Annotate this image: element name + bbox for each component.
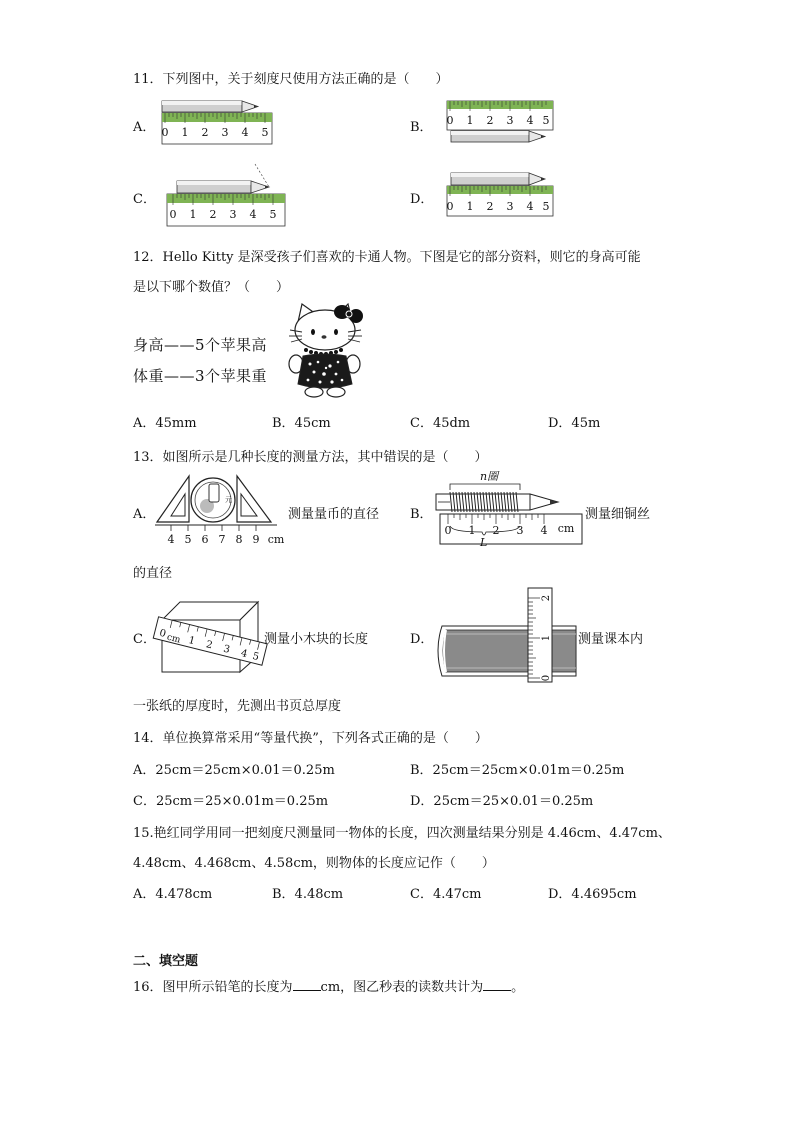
- q16-text-c: 。: [511, 980, 525, 995]
- q15-option-b[interactable]: B．4.48cm: [272, 887, 344, 902]
- q14-option-b[interactable]: B．25cm＝25cm×0.01m＝0.25m: [410, 763, 625, 778]
- q16-text-a: 16．图甲所示铅笔的长度为: [133, 980, 293, 995]
- q11-option-d-label[interactable]: D．: [410, 192, 434, 207]
- ruler-tick-label: 8: [235, 533, 243, 546]
- q14-option-d[interactable]: D．25cm＝25×0.01＝0.25m: [410, 794, 594, 809]
- q12-option-d[interactable]: D．45m: [548, 416, 601, 431]
- ruler-tick-label: 4: [526, 114, 534, 127]
- section-heading: 二、填空题: [133, 954, 199, 969]
- ruler-tick-label: 1: [189, 208, 197, 221]
- ruler-tick-label: 5: [269, 208, 277, 221]
- kitty-height-info: 身高——5个苹果高: [133, 336, 268, 354]
- q13-b-text-cont: 的直径: [133, 566, 173, 581]
- pencil-icon: [451, 131, 545, 142]
- q12-stem-line2: 是以下哪个数值？（ ）: [133, 280, 290, 295]
- ruler-icon: [447, 186, 554, 216]
- ruler-tick-label: 3: [506, 200, 514, 213]
- q14-option-a[interactable]: A．25cm＝25cm×0.01＝0.25m: [133, 763, 335, 778]
- ruler-tick-label: 9: [252, 533, 260, 546]
- q15-option-d[interactable]: D．4.4695cm: [548, 887, 637, 902]
- q14-option-c[interactable]: C．25cm＝25×0.01m＝0.25m: [133, 794, 329, 809]
- ruler-tick-label: 1: [181, 126, 189, 139]
- q13-stem: 13．如图所示是几种长度的测量方法，其中错误的是（ ）: [133, 450, 488, 465]
- ruler-tick-label: 5: [542, 114, 550, 127]
- q15-option-a[interactable]: A．4.478cm: [133, 887, 213, 902]
- q16-text-b: cm，图乙秒表的读数共计为: [320, 980, 484, 995]
- q11-option-a-label[interactable]: A．: [133, 120, 156, 135]
- q15-stem-line1: 15.艳红同学用同一把刻度尺测量同一物体的长度，四次测量结果分别是 4.46cm、4.47cm、: [133, 826, 671, 841]
- ruler-tick-label: 0: [161, 126, 169, 139]
- ruler-tick-label: 0: [444, 524, 452, 537]
- answer-blank-1[interactable]: [293, 978, 321, 991]
- ruler-unit: cm: [557, 522, 575, 535]
- ruler-tick-label: 0: [446, 200, 454, 213]
- ruler-tick-label: 5: [184, 533, 192, 546]
- q16-stem: [133, 976, 524, 995]
- kitty-weight-info: 体重——3个苹果重: [133, 367, 268, 385]
- q11-figure-d: [445, 168, 557, 218]
- q13-figure-c: [152, 598, 268, 676]
- ruler-unit: cm: [267, 533, 285, 546]
- ruler-tick-label: 1: [187, 634, 197, 648]
- ruler-tick-label: 4: [249, 208, 257, 221]
- ruler-tick-label: 0: [169, 208, 177, 221]
- ruler-tick-label: 2: [204, 639, 214, 652]
- ruler-icon: [162, 113, 273, 144]
- q13-figure-a: [153, 470, 288, 548]
- ruler-tick-label: 1: [541, 634, 552, 642]
- ruler-tick-label: 3: [516, 524, 524, 537]
- hello-kitty-image: [286, 300, 366, 398]
- coil-count-label: n圈: [480, 470, 499, 483]
- q13-d-text: 测量课本内: [578, 632, 644, 647]
- q13-a-text: 测量量币的直径: [288, 507, 380, 522]
- q13-figure-b: [432, 468, 584, 548]
- q11-option-b-label[interactable]: B．: [410, 120, 433, 135]
- q13-c-text: 测量小木块的长度: [264, 632, 369, 647]
- pencil-icon: [451, 173, 545, 185]
- q15-option-c[interactable]: C．4.47cm: [410, 887, 482, 902]
- ruler-tick-label: 3: [222, 643, 232, 656]
- ruler-tick-label: 2: [541, 594, 552, 602]
- ruler-tick-label: 3: [229, 208, 237, 221]
- ruler-tick-label: 4: [167, 533, 175, 546]
- ruler-tick-label: 3: [506, 114, 514, 127]
- ruler-tick-label: 4: [540, 524, 548, 537]
- q15-stem-line2: 4.48cm、4.468cm、4.58cm，则物体的长度应记作（ ）: [133, 856, 495, 871]
- q13-b-text: 测量细铜丝: [585, 507, 651, 522]
- ruler-tick-label: 2: [492, 524, 500, 537]
- q11-option-c-label[interactable]: C．: [133, 192, 156, 207]
- q13-figure-d: [432, 586, 578, 684]
- ruler-tick-label: 1: [468, 524, 476, 537]
- q12-stem-line1: 12．Hello Kitty 是深受孩子们喜欢的卡通人物。下图是它的部分资料，则它的身高可能: [133, 250, 641, 265]
- ruler-tick-label: 2: [209, 208, 217, 221]
- ruler-tick-label: 2: [486, 114, 494, 127]
- ruler-tick-label: 4: [241, 126, 249, 139]
- pencil-icon: [177, 164, 269, 193]
- ruler-tick-label: 5: [261, 126, 269, 139]
- ruler-tick-label: 5: [251, 650, 261, 664]
- ruler-unit: cm: [165, 632, 182, 646]
- ruler-tick-label: 4: [526, 200, 534, 213]
- ruler-tick-label: 1: [466, 200, 474, 213]
- coin-label: 元: [225, 496, 232, 504]
- ruler-tick-label: 2: [486, 200, 494, 213]
- q13-d-text-cont: 一张纸的厚度时，先测出书页总厚度: [133, 699, 342, 714]
- ruler-icon: [167, 194, 285, 226]
- ruler-tick-label: 7: [218, 533, 226, 546]
- q13-option-a-label[interactable]: A．: [133, 507, 156, 522]
- ruler-tick-label: 0: [446, 114, 454, 127]
- ruler-tick-label: 6: [201, 533, 209, 546]
- q13-option-c-label[interactable]: C．: [133, 632, 156, 647]
- ruler-tick-label: 3: [221, 126, 229, 139]
- q13-option-b-label[interactable]: B．: [410, 507, 433, 522]
- q11-stem: 11．下列图中，关于刻度尺使用方法正确的是（ ）: [133, 72, 449, 87]
- ruler-tick-label: 5: [542, 200, 550, 213]
- ruler-icon: [447, 101, 554, 130]
- ruler-tick-label: 1: [466, 114, 474, 127]
- q11-figure-c: [165, 162, 287, 230]
- ruler-tick-label: 2: [201, 126, 209, 139]
- q13-option-d-label[interactable]: D．: [410, 632, 434, 647]
- q12-option-c[interactable]: C．45dm: [410, 416, 471, 431]
- length-label: L: [480, 536, 488, 548]
- ruler-tick-label: 0: [158, 627, 168, 640]
- q11-figure-a: [160, 100, 275, 146]
- q14-stem: 14．单位换算常采用“等量代换”，下列各式正确的是（ ）: [133, 731, 488, 746]
- q12-option-b[interactable]: B．45cm: [272, 416, 331, 431]
- answer-blank-2[interactable]: [483, 978, 511, 991]
- pencil-icon: [162, 101, 258, 112]
- ruler-tick-label: 4: [239, 647, 249, 661]
- q12-option-a[interactable]: A．45mm: [133, 416, 197, 431]
- ruler-tick-label: 0: [541, 674, 552, 682]
- q11-figure-b: [445, 100, 557, 146]
